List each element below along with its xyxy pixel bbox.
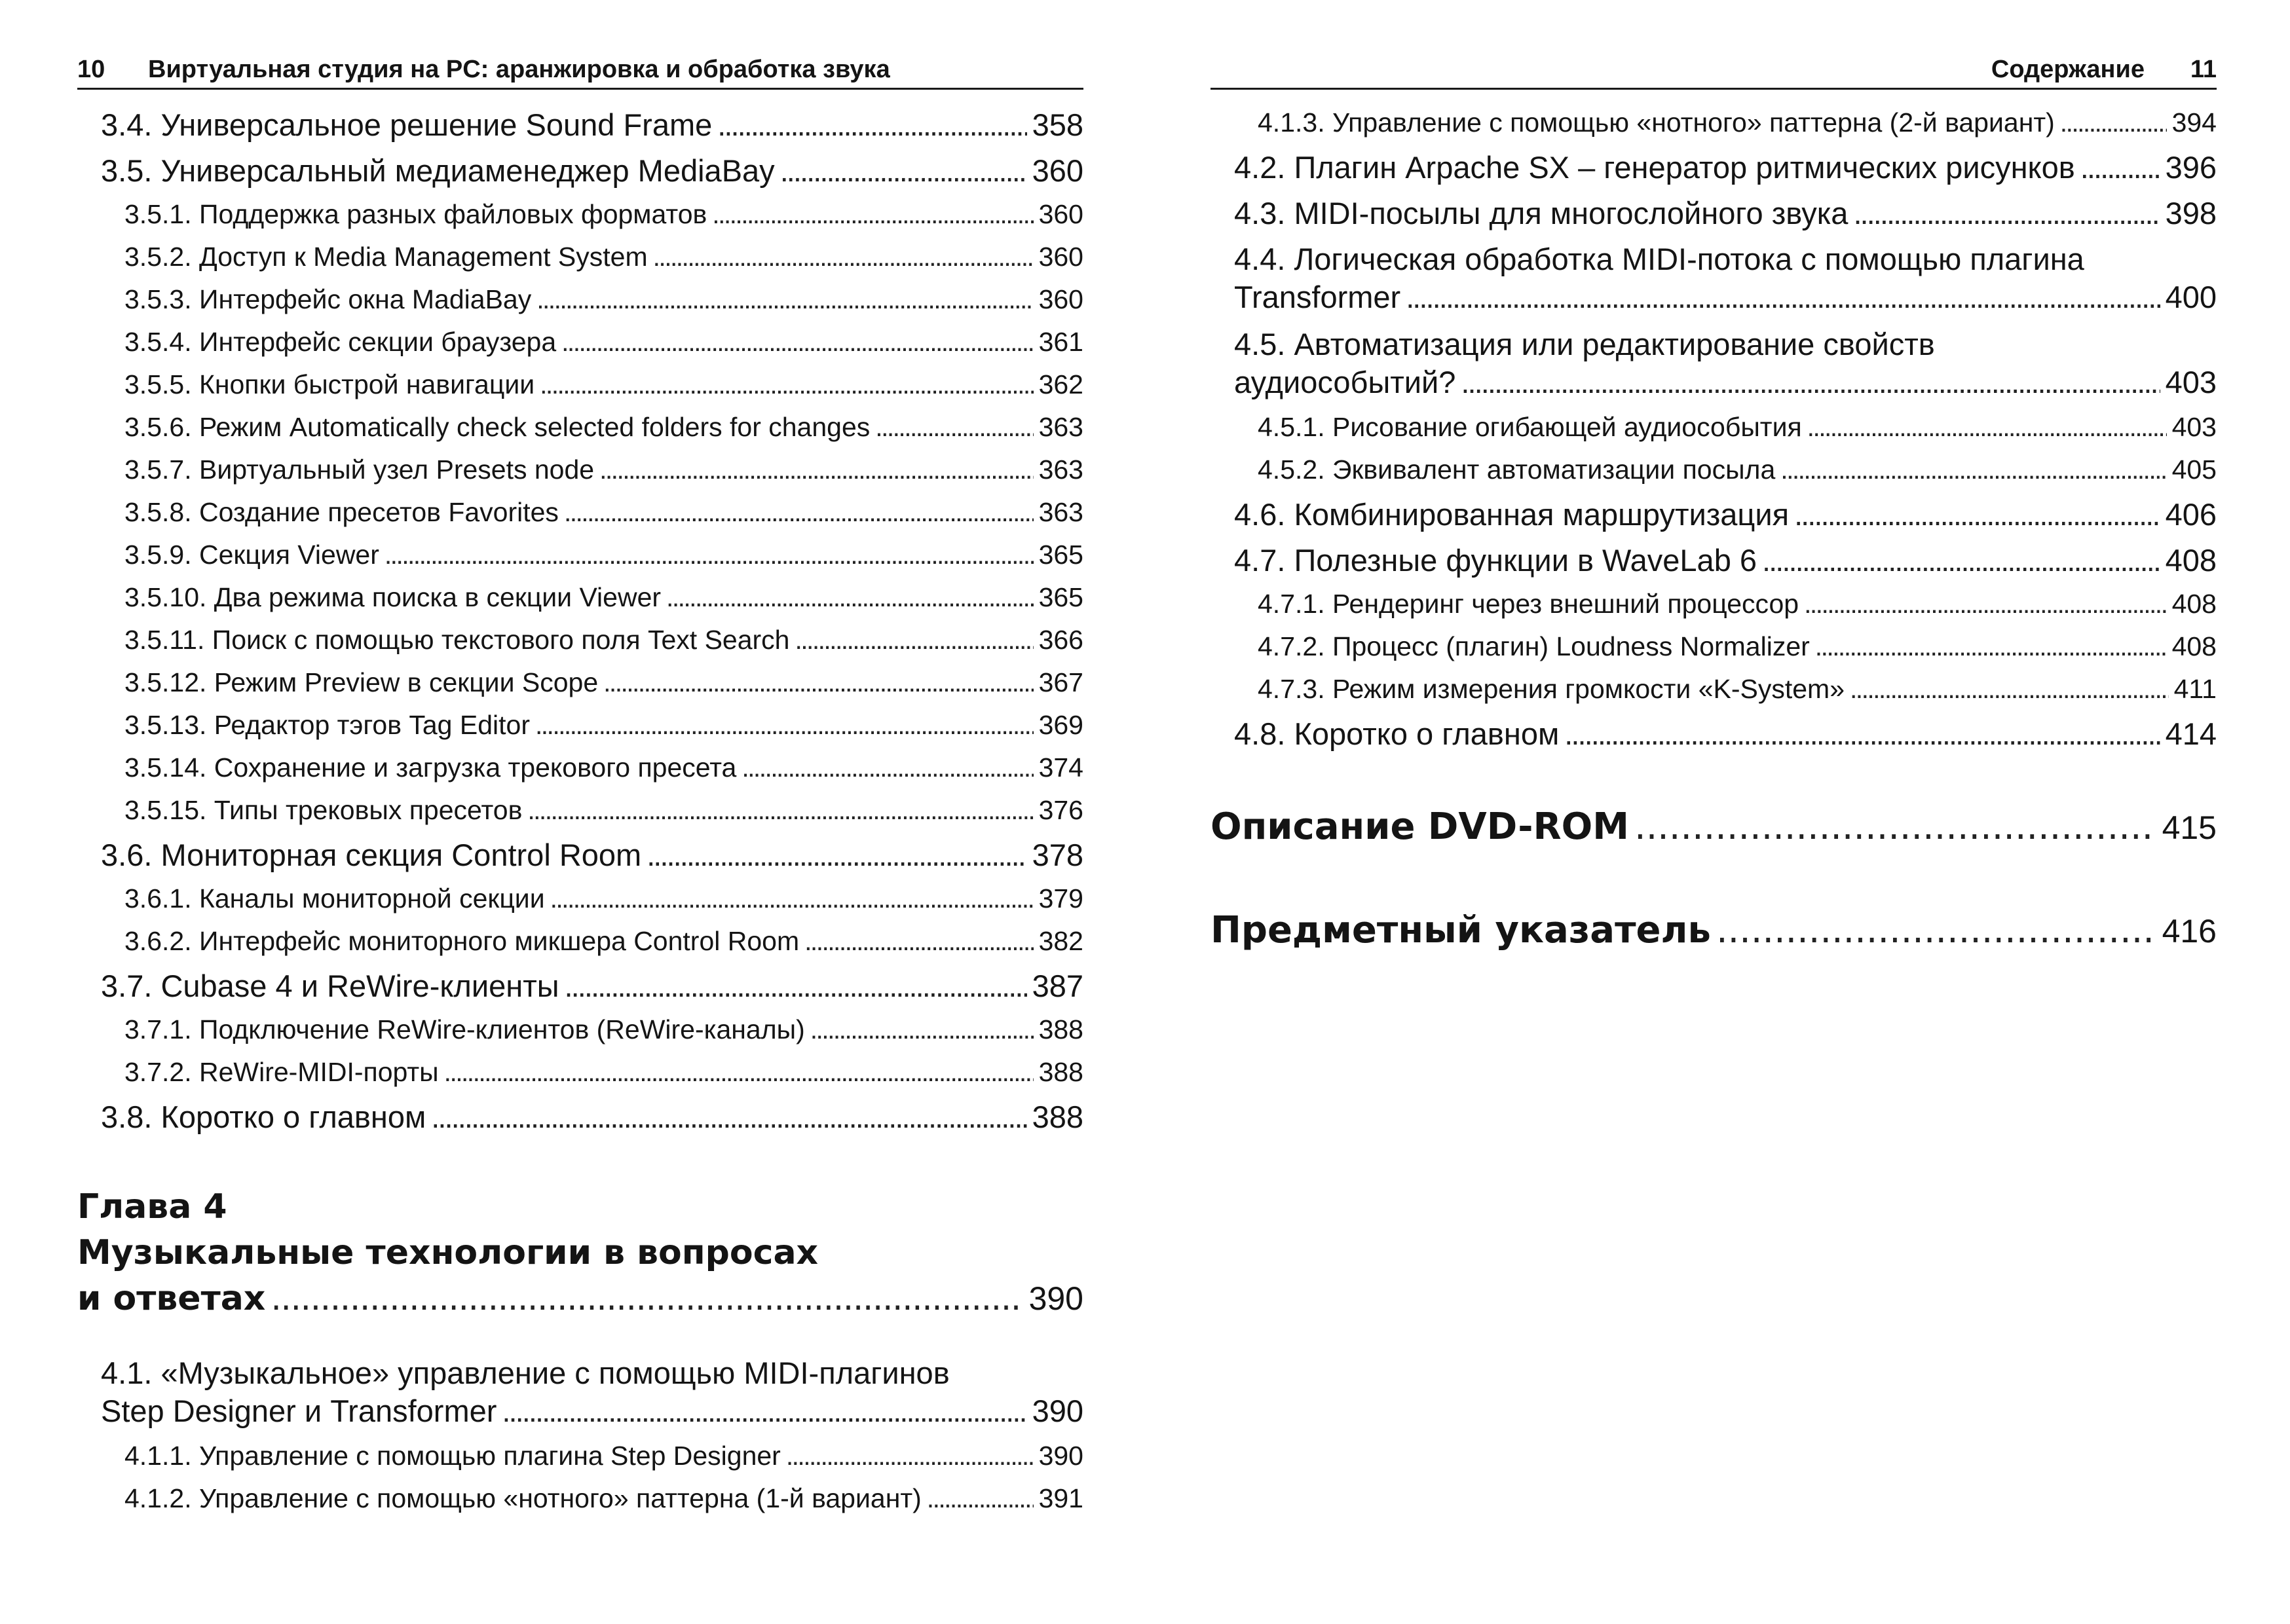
leader-dots [810,1013,1034,1046]
leader-dots [786,1439,1034,1472]
toc-entry[interactable] [124,1013,1083,1056]
leader-dots [2080,149,2160,187]
toc-entry-page: 358 [1032,107,1083,142]
leader-dots [561,325,1033,358]
toc-entry-title: 3.7.2. ReWire-MIDI-порты [124,1057,439,1087]
leader-dots [502,1392,1026,1430]
leader-dots [550,882,1034,915]
toc-entry-page: 360 [1038,284,1083,314]
toc-entry[interactable] [124,1482,1083,1524]
toc-entry-title: Transformer [1234,280,1401,314]
section-page: 415 [2162,809,2217,846]
toc-entry-title: 4.1.2. Управление с помощью «нотного» паттерна (1-й вариант) [124,1483,922,1513]
toc-entry-page: 382 [1038,926,1083,956]
leader-dots [1564,715,2160,753]
toc-entry-page: 363 [1038,497,1083,527]
toc-entry-page: 394 [2171,107,2217,138]
toc-entry[interactable] [124,1056,1083,1098]
toc-entry-title: 3.5.3. Интерфейс окна MadiaBay [124,284,532,314]
toc-entry-title: 3.5.6. Режим Automatically check selected folders for changes [124,412,871,442]
toc-entry-page: 403 [2165,365,2217,399]
toc-entry-title: 4.8. Коротко о главном [1234,716,1560,751]
toc-entry[interactable] [124,283,1083,325]
toc-entry[interactable] [1234,240,2217,325]
toc-entry[interactable] [124,538,1083,581]
toc-entry-page: 363 [1038,454,1083,485]
toc-entry[interactable] [101,967,1083,1013]
leader-dots [603,666,1033,699]
leader-dots [535,709,1034,741]
leader-dots [1716,908,2157,953]
leader-dots [385,538,1034,571]
leader-dots [564,496,1034,528]
toc-entry-page: 379 [1038,883,1083,913]
toc-entry-page: 365 [1038,582,1083,612]
toc-entry-title: 3.6.2. Интерфейс мониторного микшера Control Room [124,926,800,956]
leader-dots [565,967,1027,1005]
toc-entry[interactable] [124,751,1083,794]
section-title: Описание DVD-ROM [1211,805,1629,848]
toc-list-right [1211,106,2217,761]
toc-list-left [77,106,1083,1144]
leader-dots [666,581,1034,614]
toc-entry[interactable] [101,106,1083,152]
toc-entry-title: 4.5.2. Эквивалент автоматизации посыла [1258,454,1776,485]
toc-entry-page: 388 [1038,1057,1083,1087]
leader-dots [271,1276,1023,1321]
toc-entry[interactable] [124,496,1083,538]
section-page: 416 [2162,913,2217,950]
toc-entry[interactable] [124,623,1083,666]
toc-entry-title: 3.5.7. Виртуальный узел Presets node [124,454,595,485]
leader-dots [741,751,1033,784]
toc-entry-page: 374 [1038,752,1083,783]
leader-dots [1804,587,2166,620]
toc-entry-title: 4.1.3. Управление с помощью «нотного» паттерна (2-й вариант) [1258,107,2055,138]
leader-dots [1815,630,2167,663]
toc-entry[interactable] [1258,587,2217,630]
leader-dots [804,925,1033,957]
toc-section-index[interactable] [1211,908,2217,954]
toc-entry[interactable] [124,666,1083,709]
toc-entry[interactable] [1258,630,2217,673]
toc-entry-title: Step Designer и Transformer [101,1393,497,1428]
toc-entry-title: 3.6. Мониторная секция Control Room [101,838,642,872]
toc-entry-title-line1: 4.1. «Музыкальное» управление с помощью MIDI-плагинов [101,1356,950,1390]
toc-entry-page: 388 [1038,1014,1083,1044]
toc-entry[interactable] [124,794,1083,836]
toc-entry-page: 408 [2165,543,2217,578]
toc-entry[interactable] [1234,325,2217,411]
leader-dots [1461,363,2160,401]
leader-dots [875,411,1033,443]
page-number: 10 [77,56,105,83]
toc-entry-page: 390 [1032,1393,1083,1428]
leader-dots [1780,453,2166,486]
toc-entry-page: 365 [1038,540,1083,570]
toc-entry-title: 3.5.10. Два режима поиска в секции Viewer [124,582,662,612]
toc-entry-page: 405 [2171,454,2217,485]
toc-entry-page: 378 [1032,838,1083,872]
toc-entry-title: 3.5.2. Доступ к Media Management System [124,242,648,272]
toc-entry[interactable] [124,453,1083,496]
toc-entry[interactable] [1234,496,2217,542]
toc-entry-title-line1: 4.4. Логическая обработка MIDI-потока с помощью плагина [1234,242,2084,276]
toc-entry-page: 400 [2165,280,2217,314]
toc-entry-page: 362 [1038,369,1083,399]
toc-entry-title: 3.4. Универсальное решение Sound Frame [101,107,713,142]
toc-entry[interactable] [1258,673,2217,715]
toc-entry-page: 396 [2165,150,2217,185]
chapter-title-line: и ответах [77,1279,266,1318]
toc-entry-title: 4.6. Комбинированная маршрутизация [1234,497,1790,532]
toc-entry[interactable] [1258,453,2217,496]
toc-entry[interactable] [1258,411,2217,453]
toc-entry-page: 369 [1038,710,1083,740]
toc-entry-page: 366 [1038,625,1083,655]
toc-entry[interactable] [124,240,1083,283]
running-head-left [77,51,1083,90]
leader-dots [712,198,1033,231]
toc-entry[interactable] [101,1098,1083,1144]
toc-entry-page: 387 [1032,969,1083,1003]
leader-dots [1762,542,2160,580]
toc-entry-title: 4.5.1. Рисование огибающей аудиособытия [1258,412,1802,442]
toc-entry-page: 408 [2171,589,2217,619]
leader-dots [2060,106,2167,139]
leader-dots [540,368,1033,401]
toc-entry-title-line1: 4.5. Автоматизация или редактирование свойств [1234,327,1935,361]
toc-entry[interactable] [124,198,1083,240]
toc-entry[interactable] [124,325,1083,368]
toc-entry-title: 3.5.11. Поиск с помощью текстового поля Text Search [124,625,790,655]
toc-entry[interactable] [101,152,1083,198]
leader-dots [1634,804,2157,850]
leader-dots [431,1098,1026,1136]
toc-entry-title: 3.5.5. Кнопки быстрой навигации [124,369,535,399]
toc-entry[interactable] [1234,194,2217,240]
toc-entry-page: 360 [1038,242,1083,272]
leader-dots [1807,411,2167,443]
leader-dots [527,794,1033,826]
chapter-title-line: Музыкальные технологии в вопросах [77,1233,819,1272]
toc-entry-page: 408 [2171,631,2217,661]
toc-entry-page: 360 [1032,153,1083,188]
toc-entry-page: 361 [1038,327,1083,357]
toc-entry-title: 3.7. Cubase 4 и ReWire-клиенты [101,969,559,1003]
leader-dots [1794,496,2160,534]
toc-entry-title: 3.5.14. Сохранение и загрузка трекового пресета [124,752,737,783]
toc-entry[interactable] [1234,542,2217,587]
toc-entry-title: 3.5.4. Интерфейс секции браузера [124,327,557,357]
toc-entry-title: 4.7.1. Рендеринг через внешний процессор [1258,589,1799,619]
leader-dots [653,240,1034,273]
toc-entry-page: 391 [1038,1483,1083,1513]
toc-entry[interactable] [124,1439,1083,1482]
toc-entry[interactable] [124,411,1083,453]
toc-entry-page: 363 [1038,412,1083,442]
toc-entry-page: 398 [2165,196,2217,231]
toc-entry-title: 4.7.2. Процесс (плагин) Loudness Normalizer [1258,631,1810,661]
toc-entry-title: 3.5.8. Создание пресетов Favorites [124,497,559,527]
toc-entry-page: 390 [1038,1441,1083,1471]
running-head-right [1211,51,2217,90]
toc-entry[interactable] [124,581,1083,623]
section-title: Предметный указатель [1211,909,1711,951]
chapter-heading[interactable] [77,1184,1083,1321]
toc-entry[interactable] [1234,715,2217,761]
toc-entry[interactable] [101,1354,1083,1439]
chapter-label: Глава 4 [77,1187,227,1227]
toc-entry-title: 3.5.13. Редактор тэгов Tag Editor [124,710,530,740]
toc-entry-title: 3.5.1. Поддержка разных файловых форматов [124,199,707,229]
toc-entry-title: 4.7. Полезные функции в WaveLab 6 [1234,543,1757,578]
toc-entry-title: 4.3. MIDI-посылы для многослойного звука [1234,196,1849,231]
chapter-page: 390 [1028,1280,1083,1317]
toc-entry[interactable] [124,925,1083,967]
toc-entry[interactable] [1258,106,2217,149]
toc-entry[interactable] [124,368,1083,411]
leader-dots [444,1056,1034,1088]
toc-entry-title: 3.5.12. Режим Preview в секции Scope [124,667,599,697]
toc-entry-title: 3.7.1. Подключение ReWire-клиентов (ReWire-каналы) [124,1014,805,1044]
toc-entry-page: 360 [1038,199,1083,229]
page-number: 11 [2190,56,2217,83]
leader-dots [1853,194,2160,232]
toc-entry-title: 3.5. Универсальный медиаменеджер MediaBay [101,153,775,188]
leader-dots [599,453,1033,486]
toc-entry-page: 414 [2165,716,2217,751]
toc-entry-title: 3.5.15. Типы трековых пресетов [124,795,523,825]
toc-entry-title: 3.6.1. Каналы мониторной секции [124,883,545,913]
toc-entry-page: 411 [2173,674,2217,704]
toc-entry-page: 367 [1038,667,1083,697]
toc-entry-page: 376 [1038,795,1083,825]
toc-entry-title: 4.2. Плагин Arpache SX – генератор ритмических рисунков [1234,150,2075,185]
running-title: Содержание [1991,56,2145,83]
toc-entry-title: аудиособытий? [1234,365,1456,399]
toc-entry[interactable] [124,882,1083,925]
toc-section-dvd[interactable] [1211,804,2217,851]
leader-dots [1850,673,2169,705]
toc-entry-title: 3.8. Коротко о главном [101,1099,426,1134]
leader-dots [795,623,1033,656]
leader-dots [927,1482,1034,1515]
toc-entry-title: 4.1.1. Управление с помощью плагина Step Designer [124,1441,781,1471]
leader-dots [717,106,1026,144]
toc-list-chapter4 [77,1354,1083,1524]
toc-entry-title: 3.5.9. Секция Viewer [124,540,379,570]
left-page [77,0,1083,1624]
toc-entry[interactable] [101,836,1083,882]
toc-entry-page: 403 [2171,412,2217,442]
leader-dots [780,152,1027,190]
toc-entry[interactable] [124,709,1083,751]
toc-entry-page: 388 [1032,1099,1083,1134]
right-page [1211,0,2217,1624]
leader-dots [536,283,1033,316]
toc-entry[interactable] [1234,149,2217,194]
running-title: Виртуальная студия на PC: аранжировка и обработка звука [148,56,890,83]
leader-dots [1406,278,2160,316]
toc-entry-title: 4.7.3. Режим измерения громкости «K-System» [1258,674,1845,704]
toc-entry-page: 406 [2165,497,2217,532]
leader-dots [647,836,1026,874]
